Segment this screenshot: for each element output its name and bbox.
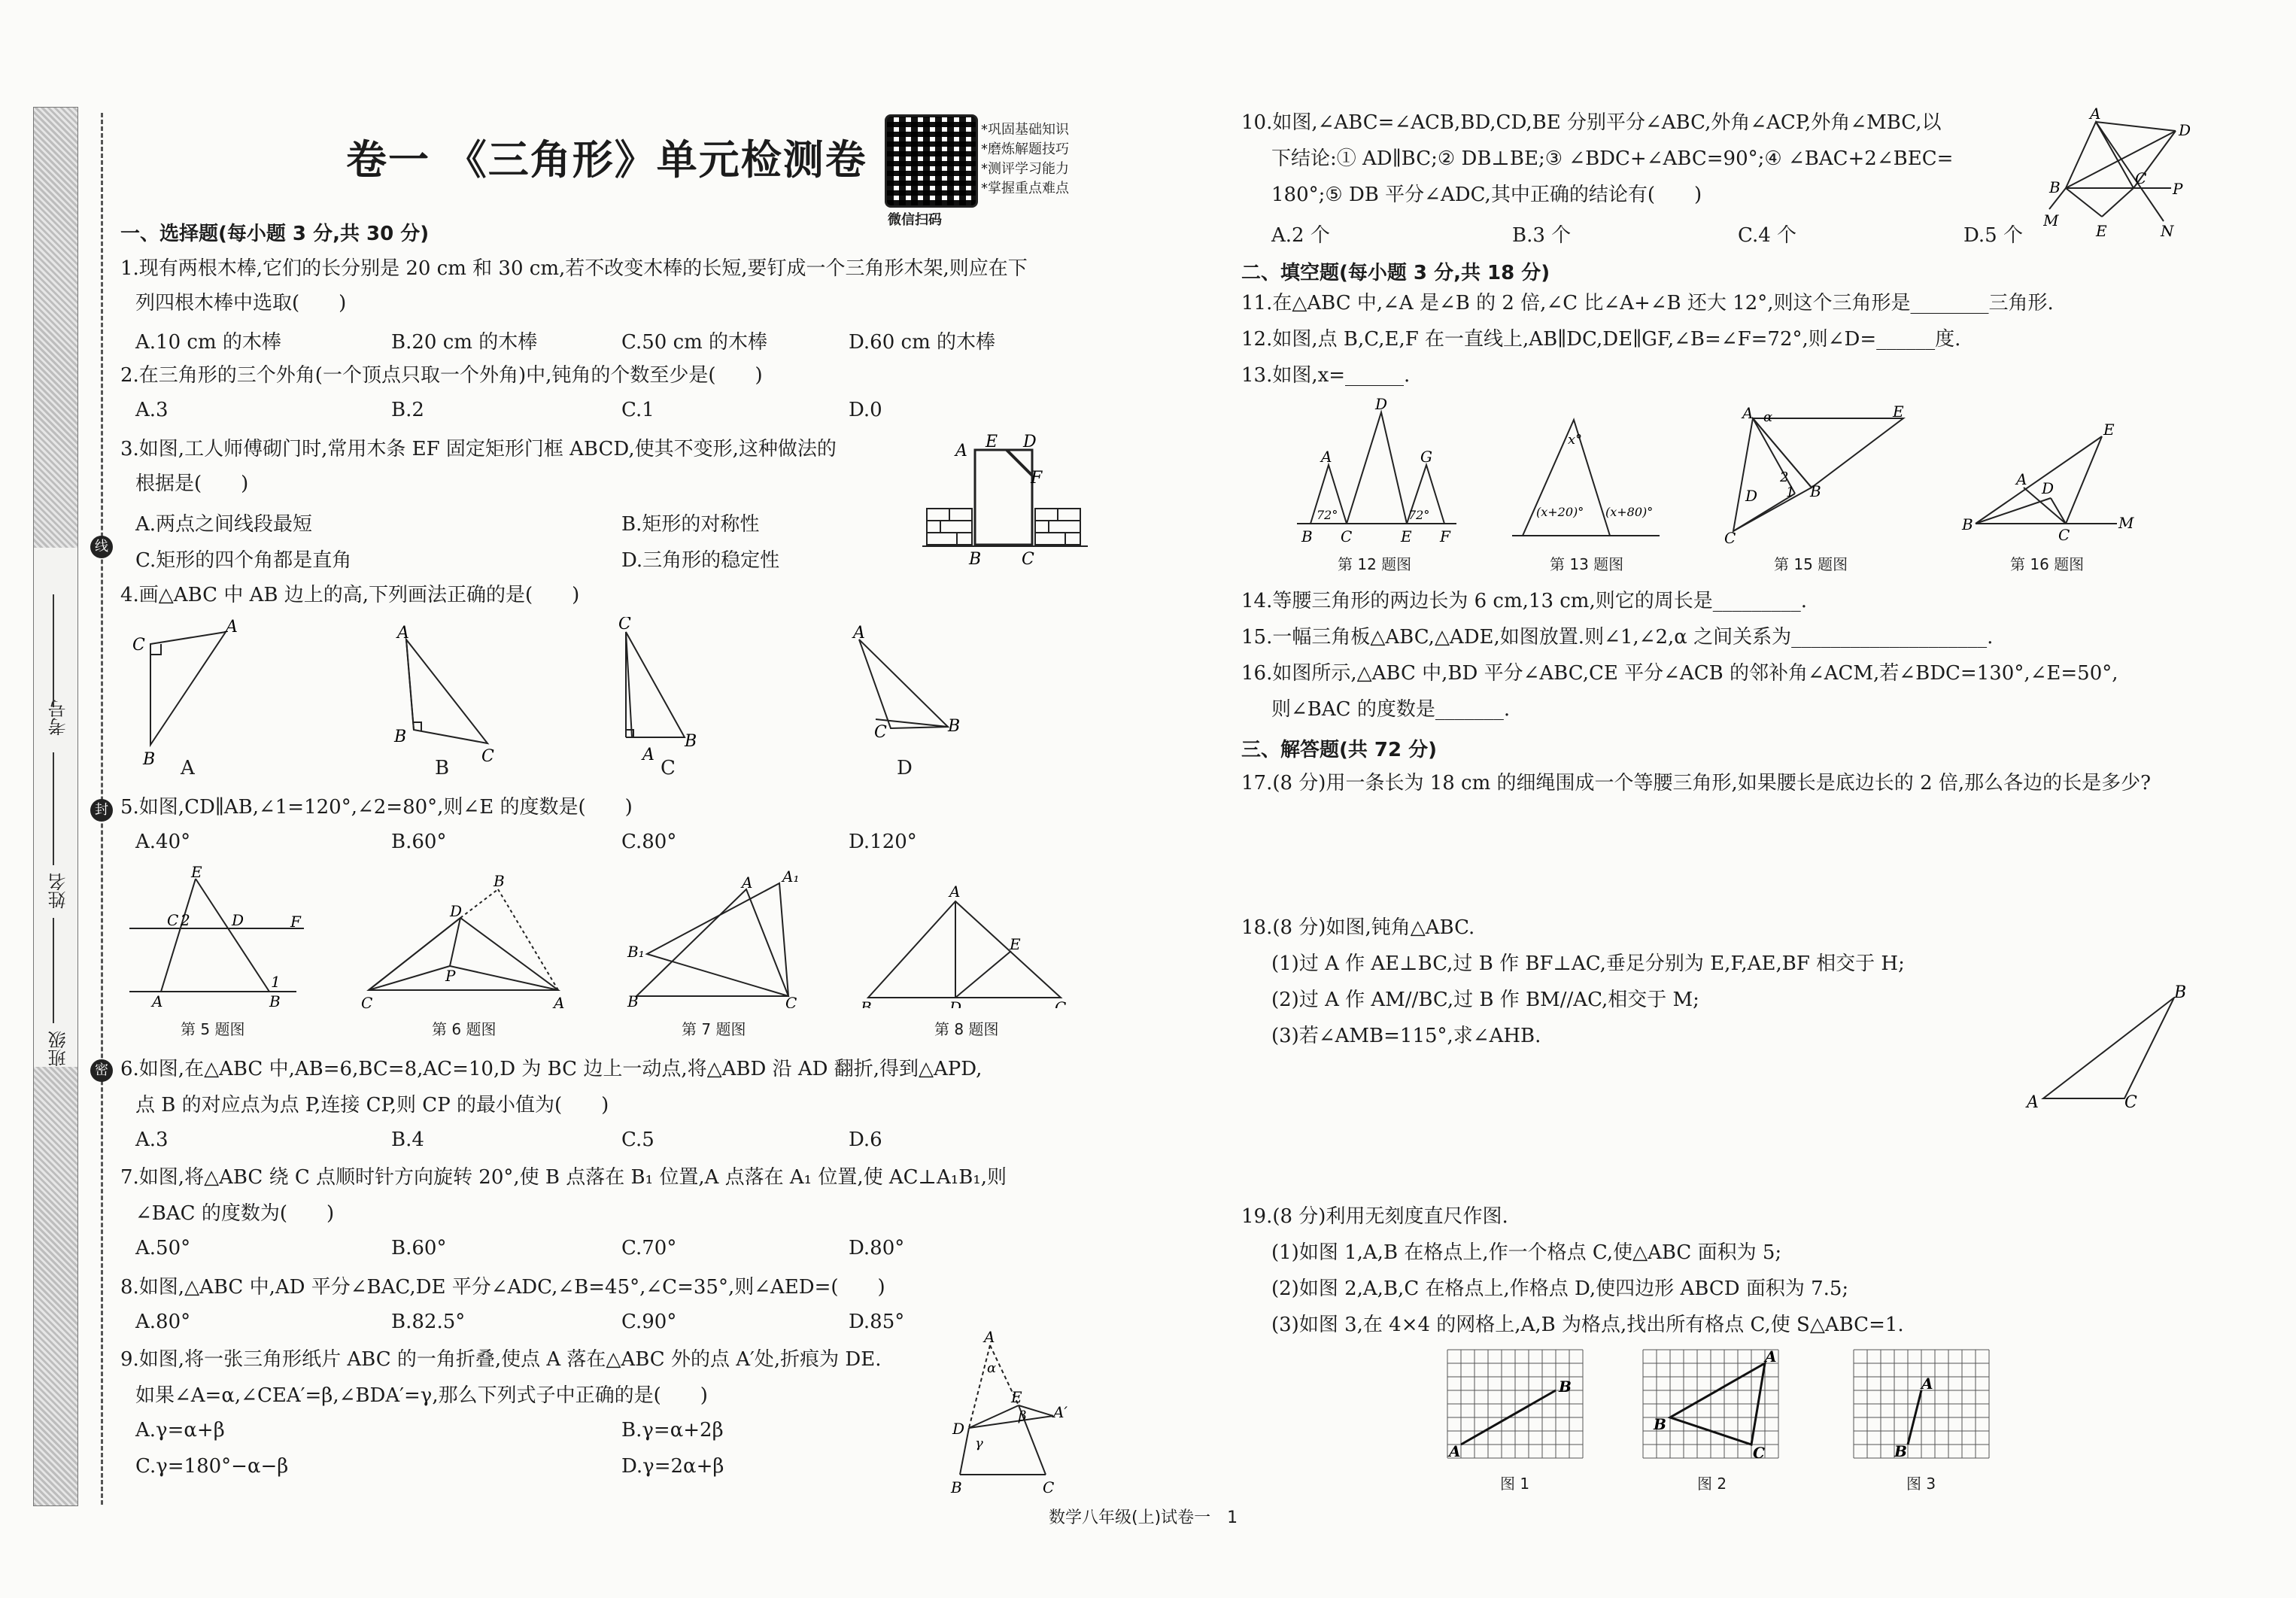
svg-text:B: B — [269, 992, 281, 1008]
svg-text:A: A — [554, 994, 565, 1012]
q16-caption: 第 16 题图 — [2010, 555, 2085, 573]
svg-text:γ: γ — [975, 1435, 983, 1451]
qr-bullet: *测评学习能力 — [981, 161, 1069, 177]
svg-text:C: C — [1753, 1444, 1765, 1462]
q8-option-c: C.90° — [621, 1311, 677, 1333]
svg-text:C: C — [1022, 550, 1034, 569]
svg-text:B: B — [2174, 983, 2187, 1002]
svg-text:A: A — [397, 624, 409, 643]
svg-text:E: E — [2096, 222, 2107, 240]
svg-text:A: A — [226, 618, 238, 636]
q8-option-a: A.80° — [135, 1311, 191, 1333]
q19-line2: (1)如图 1,A,B 在格点上,作一个格点 C,使△ABC 面积为 5; — [1271, 1241, 1782, 1264]
q9-option-b: B.γ=α+2β — [621, 1419, 724, 1442]
svg-text:C: C — [132, 636, 145, 655]
svg-text:B: B — [951, 1478, 962, 1496]
svg-text:(x+80)°: (x+80)° — [1605, 505, 1654, 519]
binding-strip-mid — [33, 548, 78, 1067]
svg-text:C: C — [2135, 169, 2147, 187]
qr-caption: 微信扫码 — [888, 212, 942, 228]
svg-text:E: E — [1010, 935, 1021, 953]
q5-figure — [126, 865, 314, 1011]
q19-line3: (2)如图 2,A,B,C 在格点上,作格点 D,使四边形 ABCD 面积为 7.5; — [1271, 1277, 1849, 1300]
qr-bullet: *磨炼解题技巧 — [981, 141, 1069, 157]
q15-figure — [1715, 403, 1911, 549]
q3-line2: 根据是( ) — [135, 472, 249, 495]
svg-text:D: D — [952, 1420, 965, 1438]
svg-text:A: A — [642, 746, 654, 764]
svg-text:B: B — [1559, 1378, 1572, 1396]
svg-text:N: N — [2161, 222, 2174, 240]
q5-caption: 第 5 题图 — [181, 1020, 245, 1038]
svg-text:E: E — [1401, 527, 1412, 545]
svg-text:A: A — [1449, 1442, 1461, 1460]
q2-line1: 2.在三角形的三个外角(一个顶点只取一个外角)中,钝角的个数至少是( ) — [120, 364, 763, 387]
svg-text:B: B — [861, 998, 872, 1008]
grid-caption-2: 图 2 — [1697, 1475, 1727, 1493]
q8-figure — [858, 880, 1076, 1011]
q19-line4: (3)如图 3,在 4×4 的网格上,A,B 为格点,找出所有格点 C,使 S△ABC=1. — [1271, 1314, 1904, 1336]
q3-option-b: B.矩形的对称性 — [621, 513, 760, 536]
q7-caption: 第 7 题图 — [682, 1020, 746, 1038]
section-solve: 三、解答题(共 72 分) — [1241, 739, 1438, 761]
q12-caption: 第 12 题图 — [1338, 555, 1412, 573]
svg-text:A: A — [152, 992, 163, 1008]
q12: 12.如图,点 B,C,E,F 在一直线上,AB∥DC,DE∥GF,∠B=∠F=72°,则∠D=______度. — [1241, 328, 1961, 351]
svg-text:β: β — [1019, 1408, 1027, 1424]
q1-option-c: C.50 cm 的木棒 — [621, 331, 768, 354]
svg-text:A: A — [1321, 448, 1332, 466]
q4-label-b: B — [435, 757, 450, 779]
q8-line1: 8.如图,△ABC 中,AD 平分∠BAC,DE 平分∠ADC,∠B=45°,∠C=35°,则∠AED=( ) — [120, 1276, 885, 1299]
q16-line2: 则∠BAC 的度数是_______. — [1271, 698, 1511, 721]
svg-text:C: C — [785, 994, 797, 1008]
svg-text:D: D — [1023, 433, 1037, 451]
q4-label-c: C — [661, 757, 676, 779]
q10-option-d: D.5 个 — [1963, 224, 2023, 247]
svg-text:C: C — [874, 723, 887, 742]
section-choice: 一、选择题(每小题 3 分,共 30 分) — [120, 223, 430, 245]
q10-option-b: B.3 个 — [1512, 224, 1572, 247]
q10-line1: 10.如图,∠ABC=∠ACB,BD,CD,BE 分别平分∠ABC,外角∠ACP,外角∠MBC,以 — [1241, 111, 1942, 134]
section-fill: 二、填空题(每小题 3 分,共 18 分) — [1241, 262, 1550, 284]
qr-bullet: *掌握重点难点 — [981, 181, 1069, 196]
q10-option-c: C.4 个 — [1738, 224, 1797, 247]
q8-caption: 第 8 题图 — [934, 1020, 999, 1038]
svg-text:M: M — [2118, 514, 2134, 532]
svg-text:C: C — [1341, 527, 1353, 545]
svg-text:A: A — [2027, 1093, 2039, 1112]
svg-text:D: D — [1745, 487, 1758, 505]
q1-option-b: B.20 cm 的木棒 — [391, 331, 538, 354]
svg-text:P: P — [2173, 180, 2183, 198]
binding-field-class: 班级 — [48, 1031, 69, 1067]
q1-line1: 1.现有两根木棒,它们的长分别是 20 cm 和 30 cm,若不改变木棒的长短,要钉成一个三角形木架,则应在下 — [120, 257, 1028, 280]
svg-text:C: C — [361, 994, 373, 1012]
svg-text:A: A — [1765, 1347, 1777, 1366]
q5-option-b: B.60° — [391, 831, 447, 853]
svg-text:G: G — [1420, 448, 1432, 466]
svg-text:72°: 72° — [1408, 508, 1430, 522]
q8-option-d: D.85° — [849, 1311, 905, 1333]
q19-line1: 19.(8 分)利用无刻度直尺作图. — [1241, 1205, 1508, 1228]
svg-text:E: E — [191, 865, 202, 881]
q1-option-a: A.10 cm 的木棒 — [135, 331, 281, 354]
q2-option-c: C.1 — [621, 399, 654, 421]
q13-figure — [1505, 403, 1670, 549]
svg-text:B: B — [2049, 178, 2061, 196]
svg-text:B: B — [627, 992, 639, 1008]
svg-text:M: M — [2043, 211, 2059, 229]
q17: 17.(8 分)用一条长为 18 cm 的细绳围成一个等腰三角形,如果腰长是底边长的 2 倍,那么各边的长是多少? — [1241, 772, 2152, 794]
q16-figure — [1956, 415, 2137, 546]
q9-line1: 9.如图,将一张三角形纸片 ABC 的一角折叠,使点 A 落在△ABC 外的点 A′处,折痕为 DE. — [120, 1348, 882, 1371]
page-title: 卷一 《三角形》单元检测卷 — [346, 135, 867, 184]
svg-text:(x+20)°: (x+20)° — [1536, 505, 1584, 519]
q3-figure-door — [922, 433, 1088, 572]
q6-figure — [361, 873, 572, 1019]
svg-text:B: B — [143, 750, 156, 769]
svg-text:A′: A′ — [1053, 1403, 1068, 1421]
svg-text:C: C — [2124, 1093, 2137, 1112]
q7-option-b: B.60° — [391, 1237, 447, 1259]
q18-figure — [2024, 978, 2197, 1116]
svg-text:B: B — [1654, 1415, 1666, 1433]
grid-figure-1 — [1444, 1347, 1587, 1470]
svg-text:F: F — [1031, 469, 1043, 488]
svg-text:E: E — [1011, 1388, 1022, 1406]
svg-text:D: D — [2042, 479, 2055, 497]
grid-figure-3 — [1851, 1347, 1994, 1470]
q9-option-c: C.γ=180°−α−β — [135, 1455, 289, 1478]
svg-text:A: A — [955, 442, 967, 460]
q12-figure — [1294, 396, 1467, 549]
svg-text:C: C — [1043, 1478, 1055, 1496]
svg-text:D: D — [1375, 396, 1388, 413]
q18-line3: (2)过 A 作 AM//BC,过 B 作 BM//AC,相交于 M; — [1271, 989, 1699, 1011]
grid-figure-2 — [1640, 1347, 1783, 1470]
svg-text:A: A — [984, 1328, 995, 1346]
svg-text:B: B — [948, 717, 961, 736]
svg-text:A: A — [853, 624, 865, 643]
svg-text:C: C — [1055, 998, 1067, 1008]
svg-text:A: A — [742, 873, 753, 892]
q5-option-d: D.120° — [849, 831, 917, 853]
q7-figure — [624, 865, 812, 1011]
qr-bullets — [981, 120, 1069, 199]
q6-line2: 点 B 的对应点为点 P,连接 CP,则 CP 的最小值为( ) — [135, 1094, 609, 1116]
grid-caption-3: 图 3 — [1906, 1475, 1936, 1493]
q13-caption: 第 13 题图 — [1550, 555, 1624, 573]
svg-text:B: B — [1301, 527, 1313, 545]
binding-line-3 — [53, 918, 54, 1023]
svg-text:C: C — [1724, 529, 1736, 546]
q1-line2: 列四根木棒中选取( ) — [135, 292, 347, 314]
svg-text:B: B — [969, 550, 982, 569]
svg-text:E: E — [2103, 421, 2115, 439]
q1-option-d: D.60 cm 的木棒 — [849, 331, 996, 354]
svg-text:E: E — [986, 433, 998, 451]
q6-option-d: D.6 — [849, 1129, 882, 1151]
q3-line1: 3.如图,工人师傅砌门时,常用木条 EF 固定矩形门框 ABCD,使其不变形,这种做法的 — [120, 438, 837, 460]
q9-option-d: D.γ=2α+β — [621, 1455, 724, 1478]
q6-option-c: C.5 — [621, 1129, 654, 1151]
svg-text:A: A — [1921, 1375, 1933, 1393]
svg-text:D: D — [450, 902, 463, 920]
svg-text:D: D — [949, 998, 962, 1008]
q10-line2: 下结论:① AD∥BC;② DB⊥BE;③ ∠BDC+∠ABC=90°;④ ∠BAC+2∠BEC= — [1271, 147, 1954, 170]
svg-text:D: D — [2179, 121, 2191, 139]
svg-text:C: C — [618, 617, 631, 633]
q4-label-a: A — [181, 757, 195, 779]
svg-text:C: C — [481, 747, 494, 766]
svg-text:A: A — [2016, 470, 2027, 488]
q9-line2: 如果∠A=α,∠CEA′=β,∠BDA′=γ,那么下列式子中正确的是( ) — [135, 1384, 708, 1407]
svg-text:F: F — [1440, 527, 1450, 545]
svg-text:α: α — [1763, 409, 1773, 425]
svg-text:A: A — [1742, 404, 1754, 422]
svg-text:x°: x° — [1568, 432, 1583, 448]
q6-option-a: A.3 — [135, 1129, 169, 1151]
q11: 11.在△ABC 中,∠A 是∠B 的 2 倍,∠C 比∠A+∠B 还大 12°,则这个三角形是________三角形. — [1241, 292, 2054, 314]
q10-figure — [2043, 104, 2201, 257]
q3-option-c: C.矩形的四个角都是直角 — [135, 549, 352, 572]
q18-line1: 18.(8 分)如图,钝角△ABC. — [1241, 916, 1475, 939]
seal-mark-mi: 密 — [90, 1059, 113, 1082]
q7-option-a: A.50° — [135, 1237, 191, 1259]
q16-line1: 16.如图所示,△ABC 中,BD 平分∠ABC,CE 平分∠ACB 的邻补角∠ACM,若∠BDC=130°,∠E=50°, — [1241, 662, 2118, 685]
q7-option-c: C.70° — [621, 1237, 677, 1259]
svg-text:B: B — [1962, 515, 1973, 533]
q9-option-a: A.γ=α+β — [135, 1419, 225, 1442]
q3-option-a: A.两点之间线段最短 — [135, 513, 313, 536]
binding-line-1 — [53, 594, 54, 707]
q2-option-b: B.2 — [391, 399, 424, 421]
q8-option-b: B.82.5° — [391, 1311, 466, 1333]
svg-text:E: E — [1893, 403, 1904, 421]
svg-text:C: C — [2058, 526, 2070, 543]
q3-option-d: D.三角形的稳定性 — [621, 549, 780, 572]
seal-mark-xian: 线 — [90, 536, 113, 558]
svg-text:A: A — [949, 883, 961, 901]
q10-option-a: A.2 个 — [1271, 224, 1330, 247]
svg-text:F: F — [290, 913, 301, 931]
svg-text:2: 2 — [1780, 469, 1789, 485]
q7-option-d: D.80° — [849, 1237, 905, 1259]
seal-mark-feng: 封 — [90, 799, 113, 822]
q14: 14.等腰三角形的两边长为 6 cm,13 cm,则它的周长是_________. — [1241, 590, 1807, 612]
q5-option-c: C.80° — [621, 831, 677, 853]
q5-line1: 5.如图,CD∥AB,∠1=120°,∠2=80°,则∠E 的度数是( ) — [120, 796, 633, 819]
q15-caption: 第 15 题图 — [1774, 555, 1848, 573]
svg-text:α: α — [987, 1360, 997, 1376]
binding-line-2 — [53, 752, 54, 865]
svg-text:1: 1 — [271, 973, 281, 991]
svg-text:72°: 72° — [1317, 508, 1338, 522]
q6-caption: 第 6 题图 — [432, 1020, 497, 1038]
q7-line2: ∠BAC 的度数为( ) — [135, 1202, 335, 1225]
q6-line1: 6.如图,在△ABC 中,AB=6,BC=8,AC=10,D 为 BC 边上一动点,将△ABD 沿 AD 翻折,得到△APD, — [120, 1058, 982, 1080]
qr-bullet: *巩固基础知识 — [981, 122, 1069, 138]
q7-line1: 7.如图,将△ABC 绕 C 点顺时针方向旋转 20°,使 B 点落在 B₁ 位置,A 点落在 A₁ 位置,使 AC⊥A₁B₁,则 — [120, 1166, 1007, 1189]
qr-code — [885, 114, 978, 208]
svg-text:P: P — [445, 967, 456, 985]
q15: 15.一幅三角板△ABC,△ADE,如图放置.则∠1,∠2,α 之间关系为____________________. — [1241, 626, 1994, 649]
q18-line4: (3)若∠AMB=115°,求∠AHB. — [1271, 1025, 1541, 1047]
q6-option-b: B.4 — [391, 1129, 424, 1151]
q18-line2: (1)过 A 作 AE⊥BC,过 B 作 BF⊥AC,垂足分别为 E,F,AE,BF 相交于 H; — [1271, 952, 1905, 975]
page-footer: 数学八年级(上)试卷一 1 — [1049, 1508, 1238, 1527]
binding-field-kaohao: 考号 — [48, 700, 69, 736]
q4-line1: 4.画△ABC 中 AB 边上的高,下列画法正确的是( ) — [120, 584, 580, 606]
q10-line3: 180°;⑤ DB 平分∠ADC,其中正确的结论有( ) — [1271, 184, 1702, 206]
svg-text:A: A — [2090, 105, 2101, 123]
svg-text:1: 1 — [1786, 485, 1795, 500]
q13: 13.如图,x=______. — [1241, 364, 1411, 387]
q2-option-a: A.3 — [135, 399, 169, 421]
q9-figure — [940, 1327, 1091, 1503]
q2-option-d: D.0 — [849, 399, 882, 421]
svg-text:B: B — [685, 732, 697, 751]
q4-label-d: D — [897, 757, 913, 779]
svg-text:A₁: A₁ — [782, 867, 800, 886]
svg-text:C: C — [167, 911, 179, 929]
grid-caption-1: 图 1 — [1500, 1475, 1530, 1493]
svg-text:B₁: B₁ — [627, 943, 645, 961]
svg-text:D: D — [232, 911, 244, 929]
binding-field-name: 姓名 — [48, 873, 69, 909]
svg-text:B: B — [1894, 1442, 1907, 1460]
svg-text:B: B — [394, 728, 407, 746]
svg-text:B: B — [494, 873, 505, 890]
q5-option-a: A.40° — [135, 831, 191, 853]
svg-text:B: B — [1810, 482, 1821, 500]
svg-text:2: 2 — [181, 911, 190, 929]
